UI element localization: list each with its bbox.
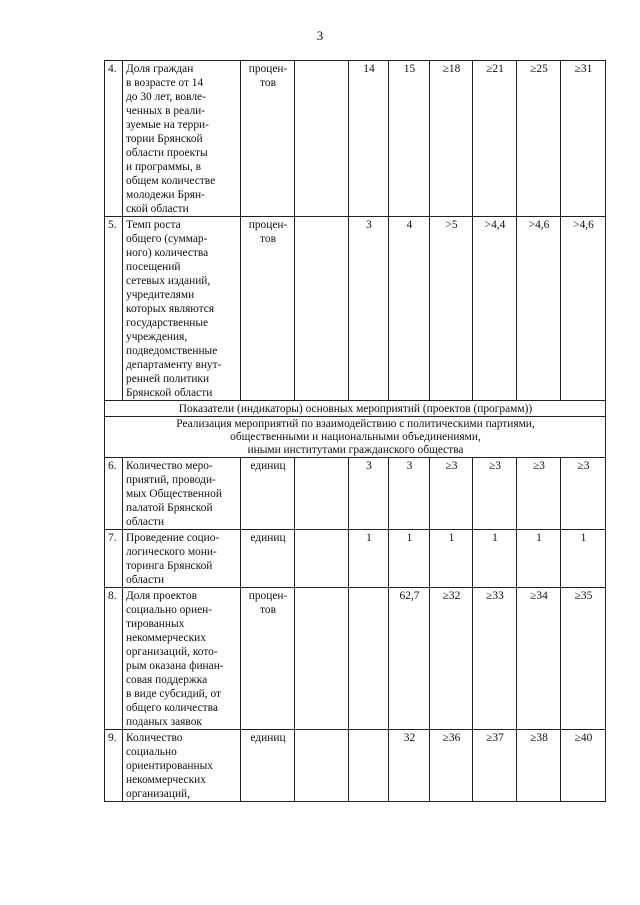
unit-cell bbox=[241, 530, 295, 588]
value-cell bbox=[295, 730, 349, 802]
value-cell: ≥18 bbox=[430, 61, 473, 217]
row-number: 8. bbox=[105, 588, 123, 730]
value-cell: 3 bbox=[349, 217, 389, 401]
value-cell: ≥25 bbox=[517, 61, 561, 217]
section-header-row bbox=[105, 401, 606, 417]
unit-line: процен- bbox=[248, 590, 288, 602]
unit-line: процен- bbox=[248, 63, 288, 75]
indicator-name-line: ченных в реали- bbox=[126, 105, 206, 117]
table-row bbox=[105, 61, 606, 217]
indicator-name-line: некоммерческих bbox=[126, 774, 206, 786]
indicator-name-line: в возрасте от 14 bbox=[126, 77, 204, 89]
row-number: 9. bbox=[105, 730, 123, 802]
table-row bbox=[105, 730, 606, 802]
indicator-name-line: приятий, проводи- bbox=[126, 474, 216, 486]
subsection-header bbox=[105, 417, 606, 458]
subsection-header-row bbox=[105, 417, 606, 458]
value-cell: ≥35 bbox=[561, 588, 606, 730]
indicator-name-line: учредителями bbox=[126, 289, 195, 301]
unit-cell bbox=[241, 730, 295, 802]
value-cell bbox=[295, 530, 349, 588]
value-cell bbox=[349, 588, 389, 730]
indicator-name-line: учреждения, bbox=[126, 331, 188, 343]
value-cell: ≥40 bbox=[561, 730, 606, 802]
value-cell: 1 bbox=[561, 530, 606, 588]
value-cell bbox=[295, 458, 349, 530]
table-row bbox=[105, 530, 606, 588]
unit-line: единиц bbox=[250, 732, 286, 744]
indicator-name-line: ренней политики bbox=[126, 373, 210, 385]
subsection-line: иными институтами гражданского общества bbox=[247, 444, 464, 456]
table-row bbox=[105, 217, 606, 401]
indicator-name-line: области проекты bbox=[126, 147, 208, 159]
value-cell: ≥32 bbox=[430, 588, 473, 730]
value-cell bbox=[349, 730, 389, 802]
value-cell: >4,6 bbox=[561, 217, 606, 401]
indicator-name bbox=[123, 217, 241, 401]
value-cell: ≥38 bbox=[517, 730, 561, 802]
unit-line: единиц bbox=[250, 532, 286, 544]
indicator-name-line: совая поддержка bbox=[126, 674, 208, 686]
page-number: 3 bbox=[316, 28, 324, 43]
value-cell: ≥3 bbox=[473, 458, 517, 530]
indicator-name-line: Количество меро- bbox=[126, 460, 213, 472]
indicator-name-line: сетевых изданий, bbox=[126, 275, 211, 287]
value-cell: 1 bbox=[517, 530, 561, 588]
indicator-name-line: государственные bbox=[126, 317, 209, 329]
table-row bbox=[105, 588, 606, 730]
row-number: 5. bbox=[105, 217, 123, 401]
value-cell: 1 bbox=[473, 530, 517, 588]
indicator-name-line: и программы, в bbox=[126, 161, 201, 173]
indicator-name-line: ской области bbox=[126, 203, 189, 215]
row-number: 6. bbox=[105, 458, 123, 530]
unit-line: тов bbox=[260, 233, 276, 245]
indicator-name-line: Доля проектов bbox=[126, 590, 198, 602]
indicator-name-line: логического мони- bbox=[126, 546, 217, 558]
value-cell: ≥3 bbox=[517, 458, 561, 530]
indicator-name-line: департаменту внут- bbox=[126, 359, 222, 371]
value-cell: 62,7 bbox=[389, 588, 430, 730]
indicator-name-line: в виде субсидий, от bbox=[126, 688, 222, 700]
indicator-name-line: тированных bbox=[126, 618, 185, 630]
indicator-name-line: рым оказана финан- bbox=[126, 660, 224, 672]
indicator-name bbox=[123, 730, 241, 802]
unit-cell bbox=[241, 217, 295, 401]
indicator-name-line: молодежи Брян- bbox=[126, 189, 205, 201]
indicator-name-line: социально bbox=[126, 746, 177, 758]
indicator-name bbox=[123, 588, 241, 730]
table-row bbox=[105, 458, 606, 530]
value-cell: ≥36 bbox=[430, 730, 473, 802]
indicator-name-line: Доля граждан bbox=[126, 63, 194, 75]
indicator-name-line: некоммерческих bbox=[126, 632, 206, 644]
unit-cell bbox=[241, 588, 295, 730]
value-cell: ≥3 bbox=[561, 458, 606, 530]
value-cell: 3 bbox=[349, 458, 389, 530]
subsection-line: Реализация мероприятий по взаимодействию с политическими партиями, bbox=[176, 418, 535, 430]
unit-cell bbox=[241, 458, 295, 530]
unit-line: процен- bbox=[248, 219, 288, 231]
value-cell: 15 bbox=[389, 61, 430, 217]
value-cell: 14 bbox=[349, 61, 389, 217]
indicator-name-line: области bbox=[126, 516, 165, 528]
value-cell bbox=[295, 588, 349, 730]
indicator-name-line: ного) количества bbox=[126, 247, 209, 259]
value-cell: 1 bbox=[349, 530, 389, 588]
indicator-name-line: общем количестве bbox=[126, 175, 216, 187]
value-cell: ≥3 bbox=[430, 458, 473, 530]
value-cell bbox=[295, 61, 349, 217]
indicator-name-line: мых Общественной bbox=[126, 488, 222, 500]
value-cell: >4,6 bbox=[517, 217, 561, 401]
unit-line: тов bbox=[260, 604, 276, 616]
indicator-name-line: области bbox=[126, 574, 165, 586]
indicator-name bbox=[123, 458, 241, 530]
value-cell: 4 bbox=[389, 217, 430, 401]
value-cell: ≥34 bbox=[517, 588, 561, 730]
indicators-table bbox=[104, 60, 606, 802]
indicator-name-line: Брянской области bbox=[126, 387, 213, 399]
value-cell bbox=[295, 217, 349, 401]
indicator-name-line: зуемые на терри- bbox=[126, 119, 209, 131]
indicator-name bbox=[123, 61, 241, 217]
indicator-name-line: общего количества bbox=[126, 702, 218, 714]
subsection-line: общественными и национальными объединениями, bbox=[230, 431, 481, 443]
indicator-name-line: организаций, bbox=[126, 788, 190, 800]
value-cell: ≥21 bbox=[473, 61, 517, 217]
indicator-name bbox=[123, 530, 241, 588]
indicator-name-line: которых являются bbox=[126, 303, 215, 315]
indicator-name-line: Количество bbox=[126, 732, 183, 744]
value-cell: ≥31 bbox=[561, 61, 606, 217]
value-cell: 3 bbox=[389, 458, 430, 530]
indicator-name-line: тории Брянской bbox=[126, 133, 203, 145]
indicator-name-line: организаций, кото- bbox=[126, 646, 218, 658]
indicator-name-line: поданых заявок bbox=[126, 716, 202, 728]
indicator-name-line: социально ориен- bbox=[126, 604, 213, 616]
row-number: 4. bbox=[105, 61, 123, 217]
indicator-name-line: палатой Брянской bbox=[126, 502, 213, 514]
value-cell: 1 bbox=[389, 530, 430, 588]
indicator-name-line: до 30 лет, вовле- bbox=[126, 91, 206, 103]
indicator-name-line: Проведение социо- bbox=[126, 532, 220, 544]
indicator-name-line: ориентированных bbox=[126, 760, 213, 772]
unit-cell bbox=[241, 61, 295, 217]
value-cell: ≥33 bbox=[473, 588, 517, 730]
indicator-name-line: подведомственные bbox=[126, 345, 218, 357]
unit-line: тов bbox=[260, 77, 276, 89]
value-cell: >4,4 bbox=[473, 217, 517, 401]
value-cell: 1 bbox=[430, 530, 473, 588]
value-cell: 32 bbox=[389, 730, 430, 802]
row-number: 7. bbox=[105, 530, 123, 588]
section-header: Показатели (индикаторы) основных мероприятий (проектов (программ)) bbox=[105, 401, 606, 417]
indicator-name-line: торинга Брянской bbox=[126, 560, 213, 572]
value-cell: >5 bbox=[430, 217, 473, 401]
indicator-name-line: посещений bbox=[126, 261, 181, 273]
unit-line: единиц bbox=[250, 460, 286, 472]
value-cell: ≥37 bbox=[473, 730, 517, 802]
indicator-name-line: Темп роста bbox=[126, 219, 181, 231]
indicator-name-line: общего (суммар- bbox=[126, 233, 208, 245]
